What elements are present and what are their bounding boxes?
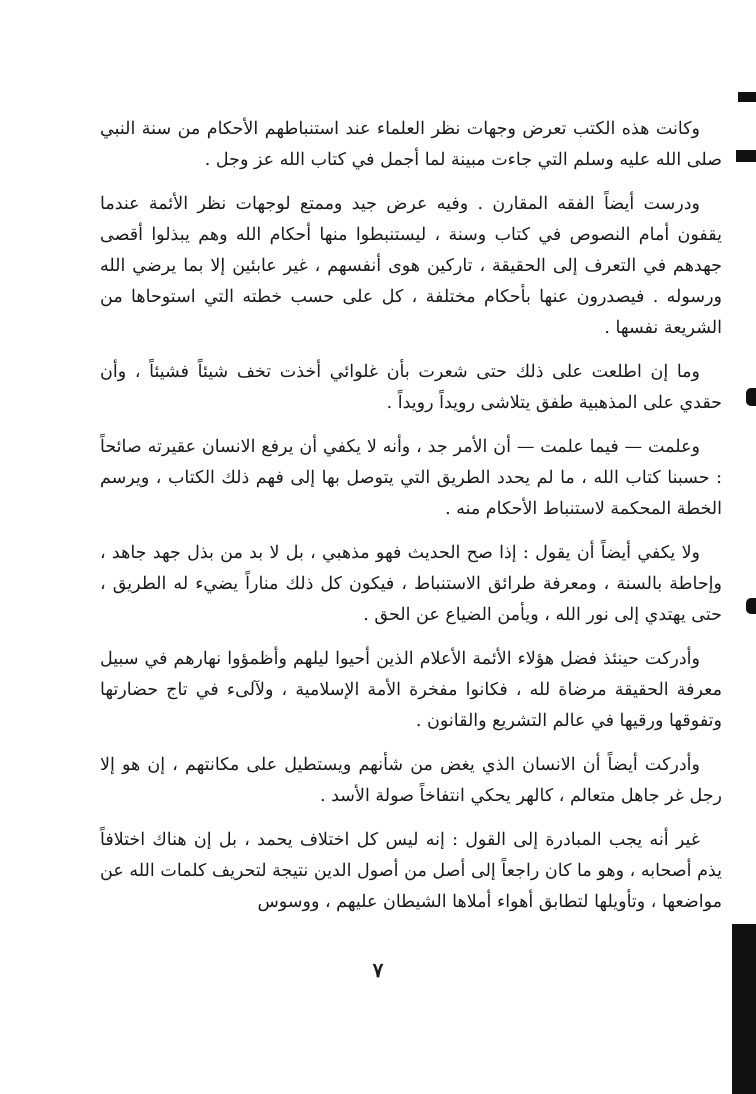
paragraph-2: ودرست أيضاً الفقه المقارن . وفيه عرض جيد وممتع لوجهات نظر الأئمة عندما يقفون أمام النصوص في كتاب وسنة ، ليستنبطوا منها أحكام الله وهم يبذلوا أقصى جهدهم في التعرف إلى الحقيقة ، تاركين هوى أنفسهم ، غير عابئين إلا بما يرضي الله ورسوله . فيصدرون عنها بأحكام مختلفة ، كل على حسب خطته التي استوحاها من الشريعة نفسها . — [100, 194, 722, 338]
scan-edge-mark — [736, 150, 756, 162]
scan-edge-mark — [738, 92, 756, 102]
scan-edge-mark — [746, 388, 756, 406]
scan-edge-shadow — [732, 924, 756, 1094]
paragraph-5: ولا يكفي أيضاً أن يقول : إذا صح الحديث فهو مذهبي ، بل لا بد من بذل جهد جاهد ، وإحاطة بالسنة ، ومعرفة طرائق الاستنباط ، فيكون كل ذلك مناراً يضيء له الطريق ، حتى يهتدي إلى نور الله ، ويأمن الضياع عن الحق . — [100, 543, 722, 625]
scan-edge-mark — [746, 598, 756, 614]
paragraph-8: غير أنه يجب المبادرة إلى القول : إنه ليس كل اختلاف يحمد ، بل إن هناك اختلافاً يذم أصحابه ، وهو ما كان راجعاً إلى أصل من أصول الدين نتيجة لتحريف كلمات الله عن مواضعها ، وتأويلها لتطابق أهواء أملاها الشيطان عليهم ، ووسوس — [100, 830, 722, 912]
paragraph-7: وأدركت أيضاً أن الانسان الذي يغض من شأنهم ويستطيل على مكانتهم ، إن هو إلا رجل غر جاهل متعالم ، كالهر يحكي انتفاخاً صولة الأسد . — [100, 755, 722, 806]
paragraph-1: وكانت هذه الكتب تعرض وجهات نظر العلماء عند استنباطهم الأحكام من سنة النبي صلى الله عليه وسلم التي جاءت مبينة لما أجمل في كتاب الله عز وجل . — [100, 119, 722, 170]
paragraph-4: وعلمت — فيما علمت — أن الأمر جد ، وأنه لا يكفي أن يرفع الانسان عقيرته صائحاً : حسبنا كتاب الله ، ما لم يحدد الطريق التي يتوصل بها إلى فهم ذلك الكتاب ، ويرسم الخطة المحكمة لاستنباط الأحكام منه . — [100, 437, 722, 519]
page-number: ٧ — [372, 958, 384, 982]
page-body — [100, 114, 722, 931]
paragraph-6: وأدركت حينئذ فضل هؤلاء الأئمة الأعلام الذين أحيوا ليلهم وأظمؤوا نهارهم في سبيل معرفة الحقيقة مرضاة لله ، فكانوا مفخرة الأمة الإسلامية ، ولآلىء في تاج حضارتها وتفوقها ورقيها في عالم التشريع والقانون . — [100, 649, 722, 731]
paragraph-3: وما إن اطلعت على ذلك حتى شعرت بأن غلوائي أخذت تخف شيئاً فشيئاً ، وأن حقدي على المذهبية طفق يتلاشى رويداً رويداً . — [100, 362, 722, 413]
